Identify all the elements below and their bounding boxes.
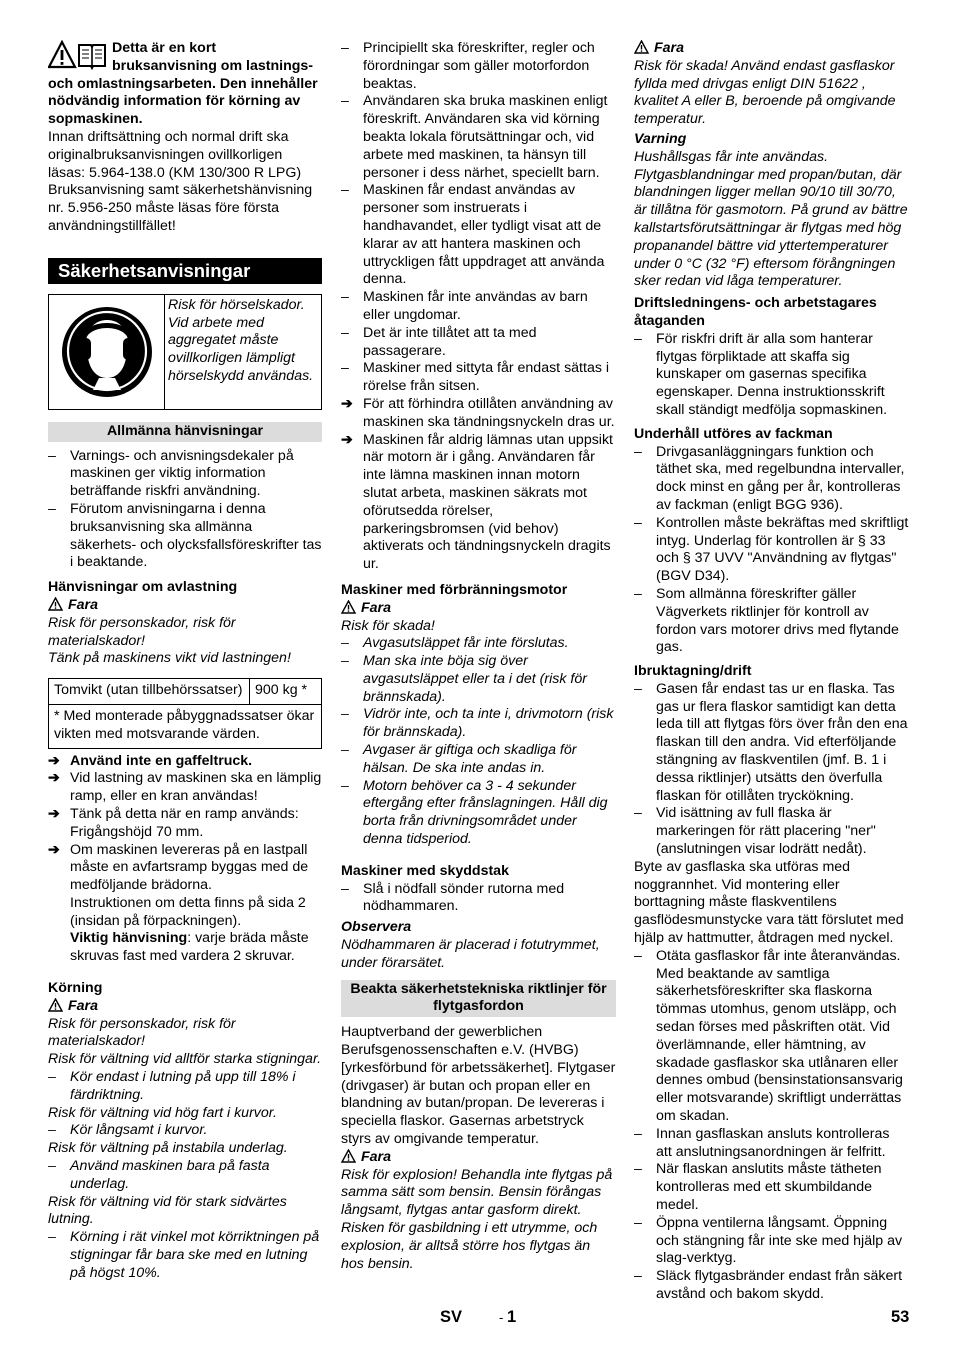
section-title: Säkerhetsanvisningar	[48, 258, 322, 284]
warning-icon	[341, 1149, 356, 1163]
final-item: – Otäta gasflaskor får inte återanvändas. Med beaktande av samtliga säkerhetsföreskrifter ska flaskorna tömmas utomhus, genom utsläpp, och sedan förses med påskriften otät. Vid överlämnande, eller hämtning, av skadade gasflaskor ska utlånaren eller dennes ombud (bensinstationsansvarig eller motsvarande) skriftligt underrättas om skadan.	[634, 948, 909, 1126]
intro-bold: Detta är en kort bruksanvisning om lastnings- och omlastningsarbeten. Den innehåller nödvändig information för körning av sopmaskinen.	[48, 40, 318, 128]
weight-label: Tomvikt (utan tillbehörssatser)	[49, 679, 250, 705]
arrow-icon: ➔	[48, 841, 60, 858]
rule-item: – Användaren ska bruka maskinen enligt föreskrift. Användaren ska vid körning beakta lokala förutsättningar och, vid arbete med maskinen, ta hänsyn till personer i dess närhet, speciellt barn.	[341, 93, 616, 182]
fara-label: Fara	[634, 40, 909, 58]
curve-item: – Kör långsamt i kurvor.	[48, 1122, 322, 1140]
arrow-icon: ➔	[341, 431, 353, 448]
arrow-icon: ➔	[48, 770, 60, 787]
gas-section-title: Beakta säkerhetstekniska riktlinjer för flytgasfordon	[341, 980, 616, 1018]
observe-text: Nödhammaren är placerad i fotutrymmet, under förarsätet.	[341, 937, 600, 971]
rule-item: – Principiellt ska föreskrifter, regler och förordningar som gäller motorfordon beaktas.	[341, 40, 616, 93]
engine-item: – Avgasutsläppet får inte förslutas.	[341, 635, 616, 653]
gas-paragraph: Hauptverband der gewerblichen Berufsgenossenschaften e.V. (HVBG) [yrkesförbund för arbetssäkerhet]. Flytgaser (drivgaser) är butan och propan eller en blandning av butan/propan. De levereras i speciella flaskor. Gasernas arbetstryck styrs av omgivande temperatur.	[341, 1024, 616, 1148]
guard-item: – Slå i nödfall sönder rutorna med nödhammaren.	[341, 881, 616, 917]
explosion-risk: Risk för explosion! Behandla inte flytgas på samma sätt som bensin. Bensin förångas långsamt, flytgas antar gasform direkt. Risken för gasbildning i ett utrymme, och explosion, är alltså större hos flytgas än hos bensin.	[341, 1166, 613, 1272]
intro-text-1: Innan driftsättning och normal drift ska originalbruksanvisningen ovillkorligen läsas: 5.964-138.0 (KM 130/300 R LPG)	[48, 128, 302, 181]
unload-title: Hänvisningar om avlastning	[48, 579, 238, 596]
weight-footnote: * Med monterade påbyggnadssatser ökar vikten med motsvarande värden.	[49, 704, 322, 748]
weight-table	[48, 678, 322, 748]
column-1	[48, 40, 322, 1283]
hearing-notice-text: Risk för hörselskador. Vid arbete med aggregatet måste ovillkorligen lämpligt hörselskydd användas.	[168, 296, 314, 384]
weight-value: 900 kg *	[250, 679, 322, 705]
arrow-item: ➔ För att förhindra otillåten användning av maskinen ska tändningsnyckeln dras ur.	[341, 395, 615, 430]
engine-title: Maskiner med förbränningsmotor	[341, 581, 568, 598]
footer-page-marker: - 1	[499, 1308, 517, 1326]
general-item-1: – Varnings- och anvisningsdekaler på maskinen ger viktig information beträffande riskfri användning.	[48, 448, 322, 501]
engine-item: – Vidrör inte, och ta inte i, drivmotorn (risk för brännskada).	[341, 706, 616, 742]
general-item-2: – Förutom anvisningarna i denna bruksanvisning ska allmänna säkerhets- och olycksfallsföreskrifter tas i beaktande.	[48, 501, 322, 572]
warning-icon	[48, 597, 63, 611]
intro-text-2: Bruksanvisning samt säkerhetshänvisning nr. 5.956-250 måste läsas före första användningstillfället!	[48, 182, 313, 234]
start-item: – Gasen får endast tas ur en flaska. Tas gas ur flera flaskor samtidigt kan detta leda till att flytgas förs över från den ena flaskan till den andra. Vid efterföljande stängning av flaskventilen (jmf. B. 1 i dessa riktlinjer) utsätts den överfulla flaskan för otillåten tryckökning.	[634, 681, 909, 806]
arrow-item: ➔ Maskinen får aldrig lämnas utan uppsikt när motorn är i gång. Användaren får inte lämna maskinen innan motorn slutat arbeta, maskinen säkrats mot oförutsedda rörelser, parkeringsbromsen (vid behov) aktiverats och tändningsnyckeln dragits ur.	[341, 431, 613, 573]
arrow-item: ➔ Använd inte en gaffeltruck.	[48, 752, 253, 769]
column-2	[341, 40, 616, 1273]
duty-item: – För riskfri drift är alla som hanterar flytgas förpliktade att skaffa sig kunskaper om gasernas specifika egenskaper. Denna instruktionsskrift skall ständigt medfölja sopmaskinen.	[634, 331, 909, 420]
engine-risk: Risk för skada!	[341, 617, 435, 634]
fara-label: Fara	[48, 998, 322, 1016]
ground-item: – Använd maskinen bara på fasta underlag.	[48, 1158, 322, 1194]
driving-title: Körning	[48, 980, 103, 997]
warning-icon	[48, 998, 63, 1012]
final-item: – Öppna ventilerna långsamt. Öppning och stängning får inte ske med hjälp av slag-verktyg.	[634, 1215, 909, 1268]
warning-text: Hushållsgas får inte användas. Flytgasblandningar med propan/butan, där blandningen ligger mellan 90/10 till 30/70, är tillåtna för gasmotorn. På grund av bättre kallstartsförutsättningar är flytgas med hög propanandel bättre vid yttertemperaturer under 0 °C (32 °F) eftersom förångningen sker redan vid låga temperaturer.	[634, 148, 908, 290]
observe-label: Observera	[341, 919, 412, 936]
arrow-icon: ➔	[341, 395, 353, 412]
final-item: – Innan gasflaskan ansluts kontrolleras att anslutningsanordningen är felfritt.	[634, 1126, 909, 1162]
rule-item: – Maskiner med sittyta får endast sättas i rörelse från sitsen.	[341, 360, 616, 396]
bottle-risk: Risk för skada! Använd endast gasflaskor fyllda med drivgas enligt DIN 51622 , kvalitet A eller B, beroende på omgivande temperatur.	[634, 57, 896, 128]
rule-item: – Maskinen får inte användas av barn eller ungdomar.	[341, 289, 616, 325]
maint-item: – Drivgasanläggningars funktion och täthet ska, med regelbundna intervaller, dock minst en gång per år, kontrolleras av fackman (enligt BGG 936).	[634, 444, 909, 515]
fara-label: Fara	[341, 1149, 616, 1167]
warning-manual-icon	[48, 40, 106, 70]
engine-item: – Avgaser är giftiga och skadliga för hälsan. De ska inte andas in.	[341, 742, 616, 778]
arrow-item: ➔ Om maskinen levereras på en lastpall måste en avfartsramp byggas med de medföljande brädorna.	[48, 841, 309, 894]
duty-title: Driftsledningens- och arbetstagares åtaganden	[634, 295, 877, 329]
warning-icon	[634, 40, 649, 54]
warning-icon	[341, 600, 356, 614]
slope-item: – Kör endast i lutning på upp till 18% i färdriktning.	[48, 1069, 322, 1105]
start-title: Ibruktagning/drift	[634, 663, 752, 680]
arrow-item: ➔ Tänk på detta när en ramp används: Frigångshöjd 70 mm.	[48, 805, 299, 840]
curve-risk: Risk för vältning vid hög fart i kurvor.	[48, 1104, 277, 1121]
final-item: – Släck flytgasbränder endast från säkert avstånd och bakom skydd.	[634, 1268, 909, 1304]
column-3	[634, 40, 909, 1304]
arrow-icon: ➔	[48, 805, 60, 822]
rule-item: – Det är inte tillåtet att ta med passagerare.	[341, 325, 616, 361]
ground-risk: Risk för vältning på instabila underlag.	[48, 1140, 288, 1157]
hearing-notice-box	[48, 294, 322, 410]
engine-item: – Motorn behöver ca 3 - 4 sekunder eftergång efter frånslagningen. Håll dig borta från drivningsområdet under denna tidsperiod.	[341, 778, 616, 849]
slope-risk: Risk för vältning vid alltför starka stigningar.	[48, 1051, 322, 1068]
unload-weight-note: Tänk på maskinens vikt vid lastningen!	[48, 650, 291, 667]
unload-risk: Risk för personskador, risk för materialskador!	[48, 614, 236, 649]
side-item: – Körning i rät vinkel mot körriktningen på stigningar får bara ske med en lutning på högst 10%.	[48, 1229, 322, 1282]
start-item: – Vid isättning av full flaska är markeringen för rätt placering "ner" (anslutningen visar lodrätt nedåt).	[634, 805, 909, 858]
driving-risk: Risk för personskador, risk för materialskador!	[48, 1015, 236, 1050]
maint-item: – Kontrollen måste bekräftas med skriftligt intyg. Underlag för kontrollen är § 33 och § 37 UVV "Användning av flytgas" (BGV D34).	[634, 515, 909, 586]
fara-label: Fara	[48, 597, 322, 615]
fara-label: Fara	[341, 600, 616, 618]
footer-language: SV	[440, 1308, 463, 1326]
maint-title: Underhåll utföres av fackman	[634, 425, 833, 442]
maint-item: – Som allmänna föreskrifter gäller Vägverkets riktlinjer för kontroll av fordon vars motorer drivs med flytande gas.	[634, 586, 909, 657]
footer-page-number: 53	[891, 1308, 910, 1326]
warning-label: Varning	[634, 130, 687, 147]
rule-item: – Maskinen får endast användas av personer som instruerats i handhavandet, eller tydligt visat att de klarar av att hantera maskinen och uttryckligen fått uppdraget att använda denna.	[341, 182, 616, 289]
ramp-instruction: Instruktionen om detta finns på sida 2 (insidan på förpackningen).	[70, 894, 306, 929]
side-risk: Risk för vältning vid för stark sidvärtes lutning.	[48, 1193, 287, 1228]
ear-protection-icon	[59, 304, 155, 400]
arrow-item: ➔ Vid lastning av maskinen ska en lämplig ramp, eller en kran användas!	[48, 770, 322, 805]
important-note: Viktig hänvisning: varje bräda måste skruvas fast med vardera 2 skruvar.	[70, 930, 309, 965]
guard-title: Maskiner med skyddstak	[341, 862, 509, 879]
arrow-icon: ➔	[48, 752, 60, 769]
final-item: – När flaskan anslutits måste tätheten kontrolleras med ett skumbildande medel.	[634, 1161, 909, 1214]
engine-item: – Man ska inte böja sig över avgasutsläppet eller ta i det (risk för brännskada).	[341, 653, 616, 706]
change-paragraph: Byte av gasflaska ska utföras med noggrannhet. Vid montering eller borttagning måste flaskventilens gasflödesmunstycke vara tätt förslutet med hjälp av hattmutter, åtdragen med nyckel.	[634, 858, 904, 947]
general-title: Allmänna hänvisningar	[48, 422, 322, 442]
